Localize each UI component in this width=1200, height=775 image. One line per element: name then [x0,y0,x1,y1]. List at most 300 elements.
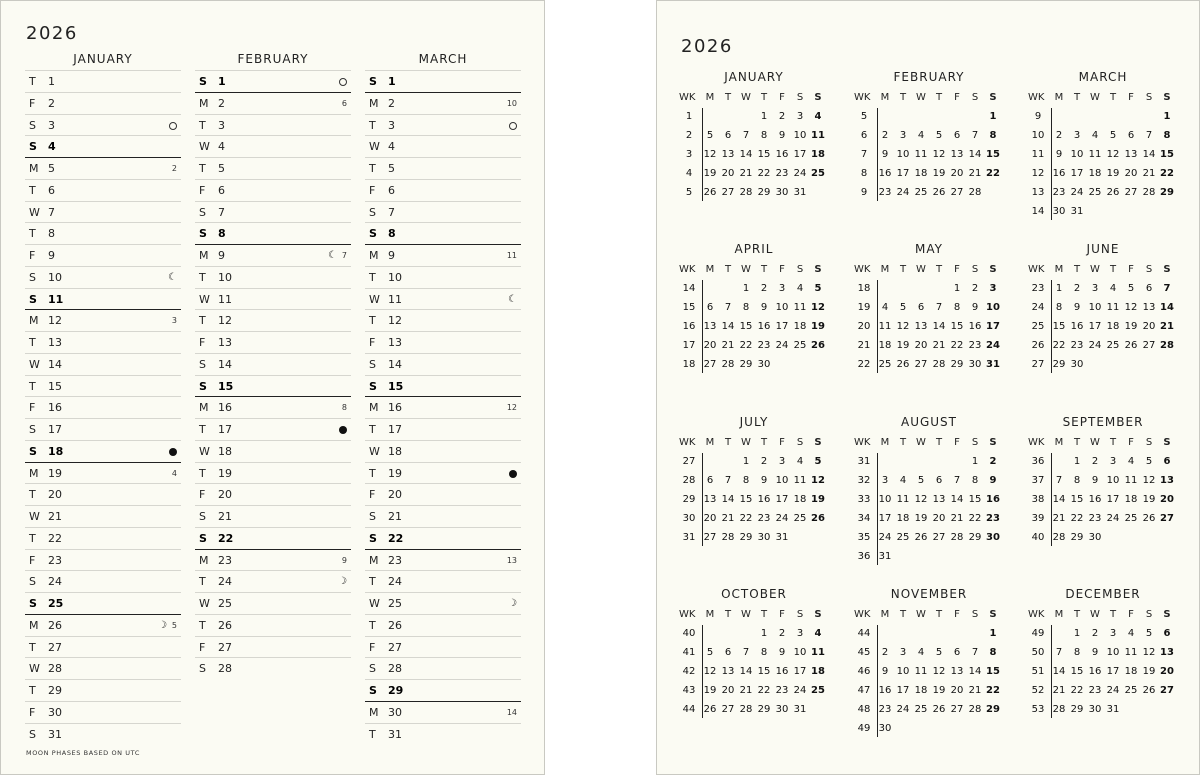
day-number: 17 [1070,168,1084,179]
day-number: 29 [968,532,982,543]
day-number: 11 [793,302,807,313]
day-number: 5 [935,130,943,141]
day-number: 10 [896,666,910,677]
week-column-divider [877,625,878,737]
week-number: 29 [682,494,696,505]
day-row [365,570,521,592]
day-number: 12 [1142,647,1156,658]
day-number: 27 [932,532,946,543]
day-row [25,70,181,92]
weekday-letter: T [29,531,36,545]
day-number: 4 [899,475,907,486]
weekday-letter: T [369,270,376,284]
day-number: 15 [388,379,404,393]
day-number: 13 [950,666,964,677]
weekday-letter: F [29,401,36,415]
day-number: 16 [757,321,771,332]
day-number: 19 [1124,321,1138,332]
weekday-letter: W [29,357,40,371]
day-row [365,201,521,223]
day-number: 16 [1088,666,1102,677]
day-number: 27 [1160,685,1174,696]
day-number: 20 [914,340,928,351]
day-number: 18 [48,444,64,458]
weekday-letter: M [369,401,379,415]
day-number: 14 [1160,302,1174,313]
day-number: 28 [739,187,753,198]
day-number: 10 [388,270,402,284]
weekday-letter: M [369,96,379,110]
day-number: 28 [1160,340,1174,351]
day-number: 9 [1073,302,1081,313]
day-number: 9 [1091,475,1099,486]
day-row [365,375,521,397]
day-row [25,157,181,179]
weekday-letter: S [199,357,206,371]
week-header: WK [854,92,871,103]
weekday-header: W [741,437,751,448]
day-number: 29 [1160,187,1174,198]
day-number: 14 [950,494,964,505]
day-number: 1 [760,111,768,122]
day-number: 6 [706,475,714,486]
day-number: 22 [950,340,964,351]
week-number: 30 [682,513,696,524]
day-number: 30 [757,532,771,543]
day-number: 16 [775,149,789,160]
day-number: 15 [757,149,771,160]
day-number: 4 [917,130,925,141]
day-number: 5 [1127,283,1135,294]
day-row [195,222,351,244]
weekday-header: F [1128,437,1134,448]
day-row [195,375,351,397]
weekday-letter: M [199,96,209,110]
day-row [195,70,351,92]
week-number: 50 [1031,647,1045,658]
day-number: 2 [778,111,786,122]
day-number: 4 [218,140,225,154]
day-number: 24 [775,340,789,351]
day-number: 10 [48,270,62,284]
weekday-letter: F [369,488,376,502]
day-number: 9 [760,475,768,486]
day-number: 11 [1106,302,1120,313]
weekday-letter: S [199,75,207,88]
day-number: 30 [48,705,62,719]
day-number: 21 [1052,685,1066,696]
weekday-letter: S [29,140,37,154]
day-number: 13 [703,321,717,332]
day-number: 16 [388,401,402,415]
weekday-letter: S [29,444,37,458]
weekday-header: F [779,92,785,103]
day-number: 7 [935,302,943,313]
weekday-letter: T [369,618,376,632]
week-number: 46 [857,666,871,677]
weekday-letter: M [29,314,39,328]
week-number: 11 [1031,149,1045,160]
week-number: 5 [685,187,693,198]
weekday-letter: T [199,118,206,132]
weekday-header: T [899,264,907,275]
day-number: 31 [793,704,807,715]
day-row [195,527,351,549]
week-number: 22 [857,359,871,370]
week-header: WK [854,264,871,275]
week-header: WK [679,92,696,103]
day-row [25,505,181,527]
day-number: 1 [218,75,226,88]
day-number: 20 [218,488,232,502]
day-number: 19 [1106,168,1120,179]
day-number: 22 [968,513,982,524]
week-number: 17 [682,340,696,351]
day-number: 21 [218,510,232,523]
day-number: 14 [739,149,753,160]
day-number: 24 [1070,187,1084,198]
day-row [25,527,181,549]
day-number: 31 [48,727,62,741]
month-title: JANUARY [724,70,784,84]
day-number: 22 [986,685,1000,696]
weekday-header: T [1073,264,1081,275]
first-quarter-moon-icon: ☽ [338,576,347,588]
weekday-letter: F [199,488,206,502]
mini-calendar-december [1028,587,1178,747]
last-quarter-moon-icon: ☾ [328,250,337,261]
planner-page-left [0,0,545,775]
day-number: 19 [932,168,946,179]
month-title: NOVEMBER [890,587,968,601]
day-number: 1 [388,75,396,88]
week-number: 53 [1031,704,1045,715]
day-number: 27 [1142,340,1156,351]
day-number: 23 [757,513,771,524]
weekday-letter: T [369,314,376,328]
weekday-header: T [935,92,943,103]
new-moon-icon [509,470,517,478]
day-number: 2 [881,647,889,658]
weekday-letter: F [29,553,36,567]
day-number: 21 [48,510,62,523]
weekday-letter: W [369,444,380,458]
week-number: 35 [857,532,871,543]
week-number: 7 [341,251,347,260]
month-title: FEBRUARY [893,70,965,84]
weekday-header: S [1163,609,1171,620]
day-number: 2 [388,96,395,110]
day-row [25,723,181,745]
week-number: 24 [1031,302,1045,313]
last-quarter-moon-icon: ☾ [168,271,177,283]
day-number: 19 [932,685,946,696]
day-number: 8 [742,302,750,313]
month-title: SEPTEMBER [1062,415,1144,429]
day-number: 25 [1088,187,1102,198]
weekday-header: M [705,92,715,103]
day-number: 31 [1106,704,1120,715]
day-number: 1 [953,283,961,294]
day-number: 22 [1070,513,1084,524]
day-number: 2 [218,96,225,110]
day-number: 20 [1142,321,1156,332]
day-row [365,440,521,462]
day-number: 19 [703,168,717,179]
day-row [25,679,181,701]
day-number: 26 [914,532,928,543]
day-number: 19 [1142,494,1156,505]
day-number: 6 [48,183,55,197]
day-number: 7 [48,205,55,219]
day-row [25,114,181,136]
week-number: 36 [1031,456,1045,467]
week-number: 1 [685,111,693,122]
day-number: 21 [739,168,753,179]
day-number: 1 [971,456,979,467]
day-number: 23 [48,553,62,567]
week-number: 4 [171,468,177,478]
full-moon-icon [339,78,347,86]
day-number: 24 [878,532,892,543]
day-row [365,353,521,375]
day-row [195,157,351,179]
day-number: 14 [739,666,753,677]
day-row [365,288,521,310]
day-number: 28 [48,662,62,676]
mini-calendar-november [854,587,1004,747]
day-number: 15 [1070,494,1084,505]
week-number: 38 [1031,494,1045,505]
week-number: 36 [857,551,871,562]
week-number: 12 [506,403,517,413]
weekday-letter: S [369,531,377,545]
day-number: 22 [1070,685,1084,696]
day-number: 18 [811,666,825,677]
day-number: 14 [968,666,982,677]
day-number: 2 [971,283,979,294]
day-number: 28 [950,532,964,543]
day-row [195,201,351,223]
day-number: 14 [1052,494,1066,505]
weekday-letter: S [369,205,376,219]
day-number: 4 [48,140,56,154]
weekday-letter: S [369,75,377,88]
weekday-letter: F [29,96,36,110]
week-header: WK [854,437,871,448]
week-number: 11 [506,251,517,260]
week-number: 15 [682,302,696,313]
day-number: 19 [896,340,910,351]
day-number: 10 [793,647,807,658]
day-row [365,157,521,179]
day-number: 26 [218,618,232,632]
weekday-header: T [760,437,768,448]
week-number: 44 [857,628,871,639]
day-number: 13 [48,336,62,349]
week-number: 23 [1031,283,1045,294]
day-number: 3 [899,130,907,141]
day-number: 23 [757,340,771,351]
day-number: 18 [793,321,807,332]
day-number: 23 [878,704,892,715]
day-number: 19 [914,513,928,524]
weekday-header: S [1145,609,1153,620]
week-number: 40 [682,628,696,639]
day-number: 20 [721,685,735,696]
day-number: 3 [881,475,889,486]
day-number: 3 [1109,628,1117,639]
day-number: 20 [721,168,735,179]
day-number: 4 [814,111,822,122]
day-number: 29 [48,684,62,697]
day-row [365,483,521,505]
week-number: 2 [685,130,693,141]
day-number: 31 [878,551,892,562]
day-number: 13 [932,494,946,505]
day-number: 12 [914,494,928,505]
weekday-letter: W [199,597,210,610]
day-number: 19 [1142,666,1156,677]
weekday-header: F [1128,609,1134,620]
day-number: 3 [388,118,395,132]
week-header: WK [1028,92,1045,103]
day-number: 12 [811,475,825,486]
weekday-header: M [880,437,890,448]
day-number: 21 [932,340,946,351]
week-number: 10 [1031,130,1045,141]
day-number: 26 [703,187,717,198]
day-number: 16 [218,401,232,415]
weekday-letter: S [199,379,207,393]
month-title: FEBRUARY [237,52,309,66]
day-number: 5 [814,456,822,467]
weekday-header: S [1163,92,1171,103]
day-number: 7 [1145,130,1153,141]
day-number: 25 [1124,513,1138,524]
day-number: 3 [796,628,804,639]
day-number: 26 [388,618,402,632]
day-row [25,135,181,157]
day-row [25,614,181,636]
day-number: 28 [1142,187,1156,198]
day-number: 15 [950,321,964,332]
day-number: 10 [1088,302,1102,313]
weekday-header: T [760,609,768,620]
year-heading-left: 2026 [26,23,78,44]
day-row [25,92,181,114]
day-row [365,244,521,266]
day-number: 17 [793,149,807,160]
mini-calendar-may [854,242,1004,402]
day-number: 5 [218,162,225,175]
day-number: 7 [1163,283,1171,294]
weekday-letter: F [199,640,206,654]
day-number: 24 [775,513,789,524]
day-number: 6 [1163,628,1171,639]
day-number: 10 [793,130,807,141]
day-number: 29 [739,359,753,370]
weekday-letter: T [199,423,206,436]
day-number: 3 [796,111,804,122]
weekday-header: F [954,264,960,275]
weekday-header: T [760,264,768,275]
day-row [25,483,181,505]
weekday-header: S [796,264,804,275]
day-number: 4 [814,628,822,639]
weekday-header: T [1073,609,1081,620]
day-number: 7 [218,205,225,219]
day-number: 20 [932,513,946,524]
day-number: 19 [811,494,825,505]
day-number: 30 [388,705,402,719]
week-header: WK [1028,264,1045,275]
weekday-letter: F [369,336,376,349]
day-number: 18 [1124,666,1138,677]
day-row [25,266,181,288]
day-number: 1 [1073,456,1081,467]
day-number: 20 [703,340,717,351]
day-number: 14 [932,321,946,332]
month-column-february [195,50,351,679]
week-number: 28 [682,475,696,486]
weekday-letter: M [199,249,209,262]
new-moon-icon [169,448,177,456]
day-number: 22 [388,531,404,545]
day-number: 18 [896,513,910,524]
weekday-header: T [724,609,732,620]
day-row [195,418,351,440]
day-row [25,701,181,723]
weekday-letter: S [29,292,37,306]
day-number: 4 [1091,130,1099,141]
day-number: 7 [724,302,732,313]
week-number: 5 [171,620,177,630]
day-number: 2 [48,96,55,110]
day-number: 4 [1109,283,1117,294]
day-number: 19 [48,466,62,480]
day-number: 27 [1160,513,1174,524]
weekday-letter: T [199,618,206,632]
weekday-header: S [1163,437,1171,448]
day-number: 16 [775,666,789,677]
day-number: 2 [778,628,786,639]
day-number: 5 [706,647,714,658]
day-number: 31 [1070,206,1084,217]
weekday-letter: S [29,597,37,610]
weekday-letter: T [199,270,206,284]
day-number: 24 [793,685,807,696]
day-number: 11 [388,292,402,306]
weekday-header: T [1073,92,1081,103]
week-number: 9 [860,187,868,198]
day-number: 26 [932,187,946,198]
day-row [25,331,181,353]
day-row [365,114,521,136]
weekday-header: S [989,437,997,448]
mini-calendar-march [1028,70,1178,230]
week-number: 41 [682,647,696,658]
weekday-header: M [1054,609,1064,620]
day-number: 5 [917,475,925,486]
day-number: 23 [1070,340,1084,351]
weekday-letter: S [199,662,206,676]
day-number: 3 [48,118,55,132]
day-number: 21 [721,513,735,524]
day-number: 9 [48,249,55,262]
day-number: 12 [218,314,232,328]
day-number: 25 [914,704,928,715]
